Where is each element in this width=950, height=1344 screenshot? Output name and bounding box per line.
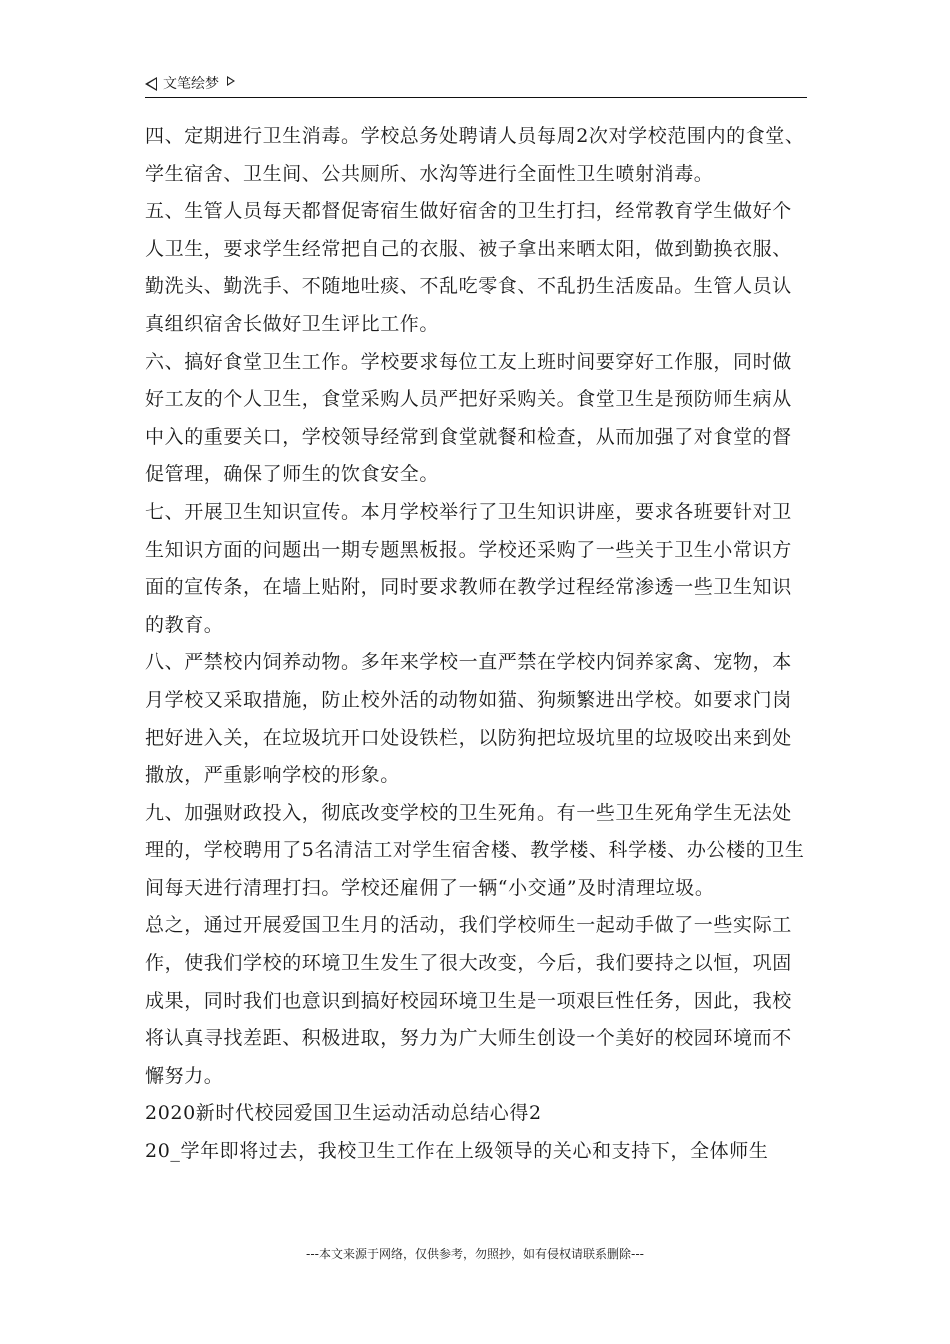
- paragraph: 四、定期进行卫生消毒。学校总务处聘请人员每周2次对学校范围内的食堂、学生宿舍、卫生间、公共厕所、水沟等进行全面性卫生喷射消毒。: [145, 125, 805, 185]
- header-divider: [145, 97, 807, 98]
- paragraph: 20_学年即将过去，我校卫生工作在上级领导的关心和支持下，全体师生: [145, 1140, 769, 1163]
- paragraph: 六、搞好食堂卫生工作。学校要求每位工友上班时间要穿好工作服，同时做好工友的个人卫生，食堂采购人员严把好采购关。食堂卫生是预防师生病从中入的重要关口，学校领导经常到食堂就餐和检查，从而加强了对食堂的督促管理，确保了师生的饮食安全。: [145, 350, 792, 486]
- section-title: 2020新时代校园爱国卫生运动活动总结心得2: [145, 1102, 542, 1125]
- left-triangle-icon: [145, 77, 157, 91]
- right-triangle-icon: [227, 76, 235, 86]
- paragraph: 八、严禁校内饲养动物。多年来学校一直严禁在学校内饲养家禽、宠物，本月学校又采取措施，防止校外活的动物如猫、狗频繁进出学校。如要求门岗把好进入关，在垃圾坑开口处设铁栏，以防狗把垃圾坑里的垃圾咬出来到处撒放，严重影响学校的形象。: [145, 651, 792, 787]
- document-body: [145, 118, 809, 1171]
- paragraph: 总之，通过开展爱国卫生月的活动，我们学校师生一起动手做了一些实际工作，使我们学校的环境卫生发生了很大改变，今后，我们要持之以恒，巩固成果，同时我们也意识到搞好校园环境卫生是一项艰巨性任务，因此，我校将认真寻找差距、积极进取，努力为广大师生创设一个美好的校园环境而不懈努力。: [145, 914, 792, 1087]
- page-footer: ---本文来源于网络，仅供参考，勿照抄，如有侵权请联系删除---: [306, 1247, 644, 1261]
- paragraph: 九、加强财政投入，彻底改变学校的卫生死角。有一些卫生死角学生无法处理的，学校聘用了5名清洁工对学生宿舍楼、教学楼、科学楼、办公楼的卫生间每天进行清理打扫。学校还雇佣了一辆“小交通”及时清理垃圾。: [145, 801, 805, 899]
- paragraph: 五、生管人员每天都督促寄宿生做好宿舍的卫生打扫，经常教育学生做好个人卫生，要求学生经常把自己的衣服、被子拿出来晒太阳，做到勤换衣服、勤洗头、勤洗手、不随地吐痰、不乱吃零食、不乱扔生活废品。生管人员认真组织宿舍长做好卫生评比工作。: [145, 200, 792, 335]
- page-header: [145, 74, 807, 98]
- brand-name: 文笔绘梦: [163, 76, 219, 92]
- paragraph: 七、开展卫生知识宣传。本月学校举行了卫生知识讲座，要求各班要针对卫生知识方面的问题出一期专题黑板报。学校还采购了一些关于卫生小常识方面的宣传条，在墙上贴附，同时要求教师在教学过程经常渗透一些卫生知识的教育。: [145, 500, 792, 636]
- brand-row: [145, 74, 807, 94]
